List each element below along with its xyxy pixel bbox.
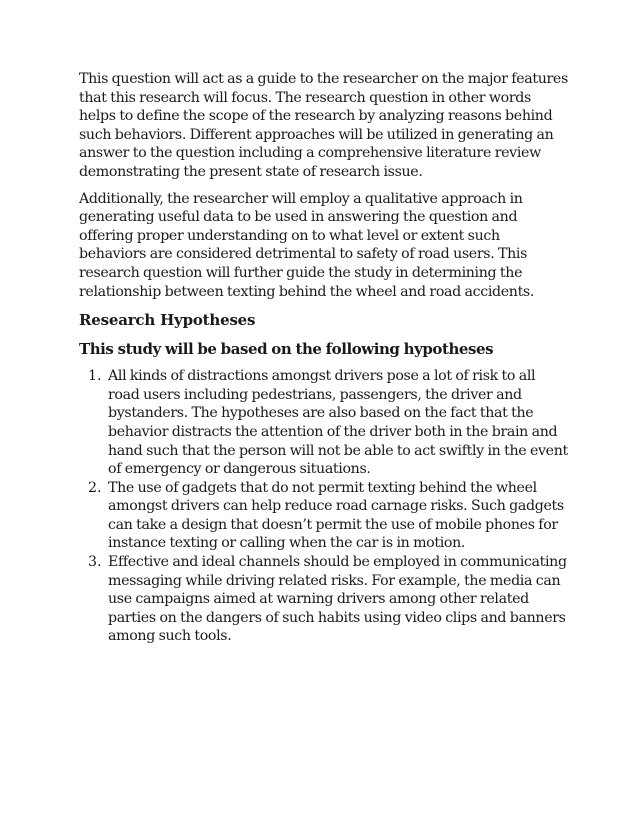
list-item-number: 1. xyxy=(88,368,102,385)
list-item-number: 3. xyxy=(88,554,102,571)
hypotheses-list xyxy=(79,367,569,646)
paragraph-research-question: This question will act as a guide to the researcher on the major features that this research will focus. The research question in other words helps to define the scope of the research by analyzing reasons behind such behaviors. Different approaches will be utilized in generating an answer to the question including a comprehensive literature review demonstrating the present state of research issue. xyxy=(79,71,568,180)
section-heading-research-hypotheses: Research Hypotheses xyxy=(79,311,256,330)
list-item-text: The use of gadgets that do not permit texting behind the wheel amongst drivers can help reduce road carnage risks. Such gadgets can take a design that doesn’t permit the use of mobile phones for instance texting or calling when the car is in motion. xyxy=(108,479,564,552)
document-page xyxy=(79,70,569,646)
list-item-text: All kinds of distractions amongst drivers pose a lot of risk to all road users including pedestrians, passengers, the driver and bystanders. The hypotheses are also based on the fact that the behavior distracts the attention of the driver both in the brain and hand such that the person will not be able to act swiftly in the event of emergency or dangerous situations. xyxy=(108,368,568,478)
paragraph-qualitative-approach: Additionally, the researcher will employ a qualitative approach in generating useful data to be used in answering the question and offering proper understanding on to what level or extent such behaviors are considered detrimental to safety of road users. This research question will further guide the study in determining the relationship between texting behind the wheel and road accidents. xyxy=(79,190,535,300)
list-item xyxy=(79,367,569,479)
list-item-text: Effective and ideal channels should be employed in communicating messaging while driving related risks. For example, the media can use campaigns aimed at warning drivers among other related parties on the dangers of such habits using video clips and banners among such tools. xyxy=(108,554,567,645)
sub-heading-hypotheses-intro: This study will be based on the following hypotheses xyxy=(79,340,494,359)
list-item-number: 2. xyxy=(88,479,102,496)
list-item xyxy=(79,479,569,553)
list-item xyxy=(79,553,569,646)
